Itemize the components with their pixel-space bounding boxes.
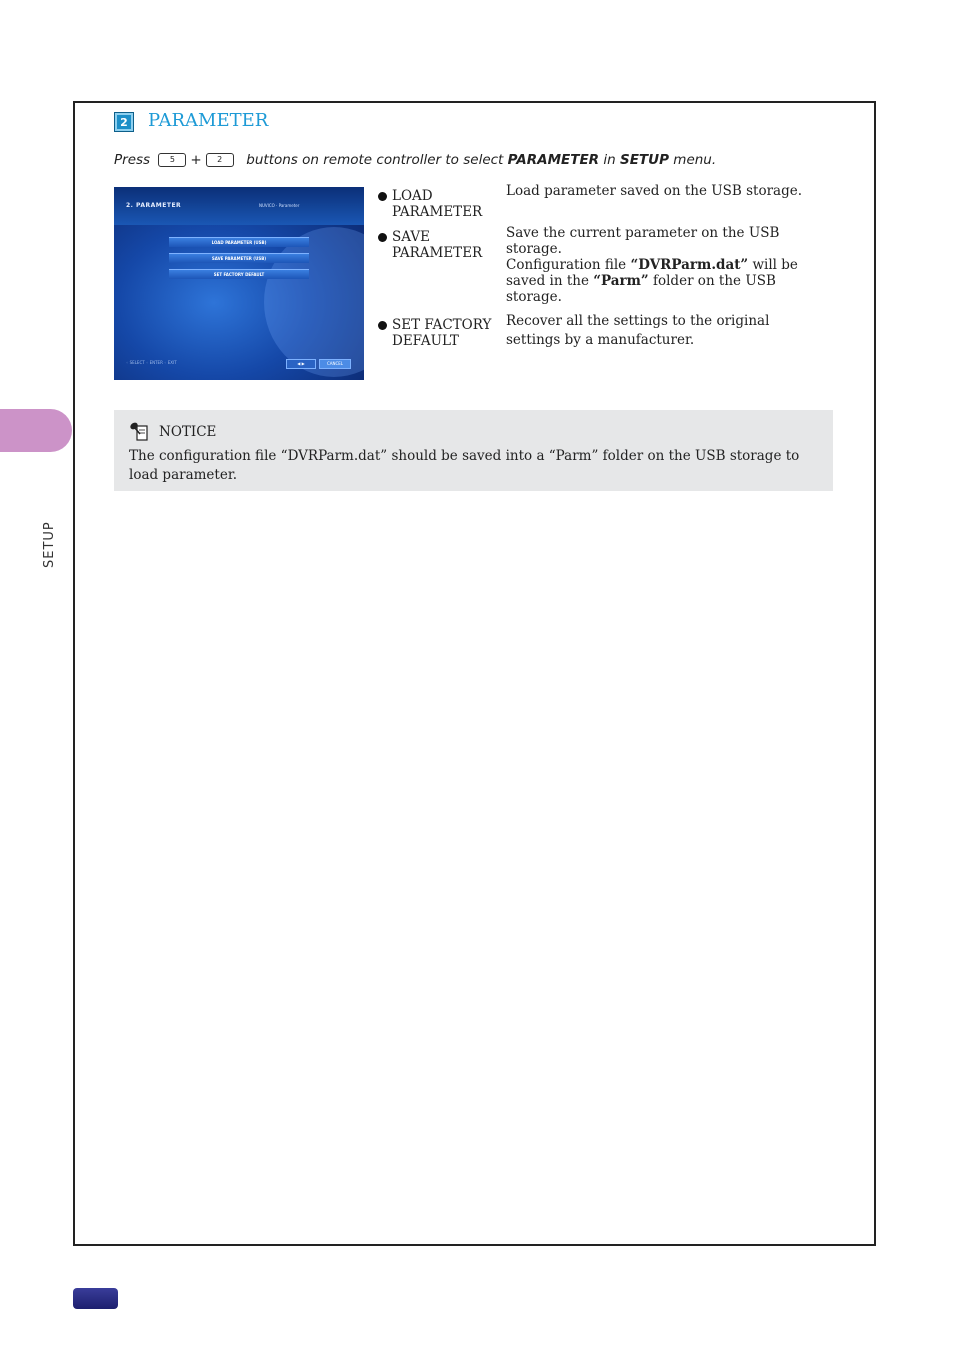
item-label-line: SAVE xyxy=(392,229,430,245)
screenshot-menu-item: LOAD PARAMETER (USB) xyxy=(169,237,309,247)
notice-box xyxy=(114,410,833,491)
desc-text: Configuration file xyxy=(506,257,631,273)
screenshot-nav-button: ◀ ▶ xyxy=(286,359,316,369)
notice-title: NOTICE xyxy=(159,424,217,440)
remote-key-5-icon: 5 xyxy=(158,153,186,167)
instruction-suffix: menu. xyxy=(673,152,717,168)
parameter-menu-screenshot xyxy=(114,187,364,380)
screenshot-menu-item: SET FACTORY DEFAULT xyxy=(169,269,309,279)
bullet-icon xyxy=(378,321,387,330)
item-label-line: PARAMETER xyxy=(392,244,483,261)
config-folder: “Parm” xyxy=(593,273,649,289)
item-label-line: SET FACTORY xyxy=(392,317,492,333)
instruction-prefix: Press xyxy=(114,152,151,168)
item-label-line: PARAMETER xyxy=(392,203,483,220)
item-desc-save-config xyxy=(506,257,816,305)
config-filename: “DVRParm.dat” xyxy=(630,257,749,273)
instruction-line xyxy=(114,152,716,168)
item-desc-factory: Recover all the settings to the original settings by a manufacturer. xyxy=(506,313,770,348)
desc-text: folder on the USB storage. xyxy=(506,273,776,305)
side-section-tab xyxy=(0,409,72,452)
notice-pin-icon xyxy=(128,420,150,442)
item-desc-save xyxy=(506,225,816,305)
desc-text: will be saved in the xyxy=(506,257,798,289)
page-number-tab xyxy=(73,1288,118,1309)
screenshot-footer: ◦ SELECT ◦ ENTER ◦ EXIT xyxy=(126,360,177,365)
notice-text: The configuration file “DVRParm.dat” should be saved into a “Parm” folder on the USB storage to load parameter. xyxy=(129,448,800,483)
section-title: PARAMETER xyxy=(148,110,269,131)
screenshot-title: 2. PARAMETER xyxy=(126,202,182,209)
instruction-middle: buttons on remote controller to select xyxy=(246,152,504,168)
item-label-line: DEFAULT xyxy=(392,332,459,349)
screenshot-cancel-button: CANCEL xyxy=(319,359,351,369)
side-section-label: SETUP xyxy=(42,521,57,568)
bullet-icon xyxy=(378,233,387,242)
instruction-plus: + xyxy=(190,152,202,168)
instruction-target: PARAMETER xyxy=(507,152,600,168)
item-desc-save-line: Save the current parameter on the USB storage. xyxy=(506,225,780,257)
screenshot-logo: NUVICO · Parameter xyxy=(259,203,300,208)
screenshot-glow xyxy=(264,227,364,377)
item-desc-load: Load parameter saved on the USB storage. xyxy=(506,183,802,199)
screenshot-menu-item: SAVE PARAMETER (USB) xyxy=(169,253,309,263)
section-number-badge: 2 xyxy=(114,112,134,132)
bullet-icon xyxy=(378,192,387,201)
instruction-in: in xyxy=(603,152,616,168)
instruction-menu-name: SETUP xyxy=(619,152,669,168)
remote-key-2-icon: 2 xyxy=(206,153,234,167)
item-label-line: LOAD xyxy=(392,188,433,204)
